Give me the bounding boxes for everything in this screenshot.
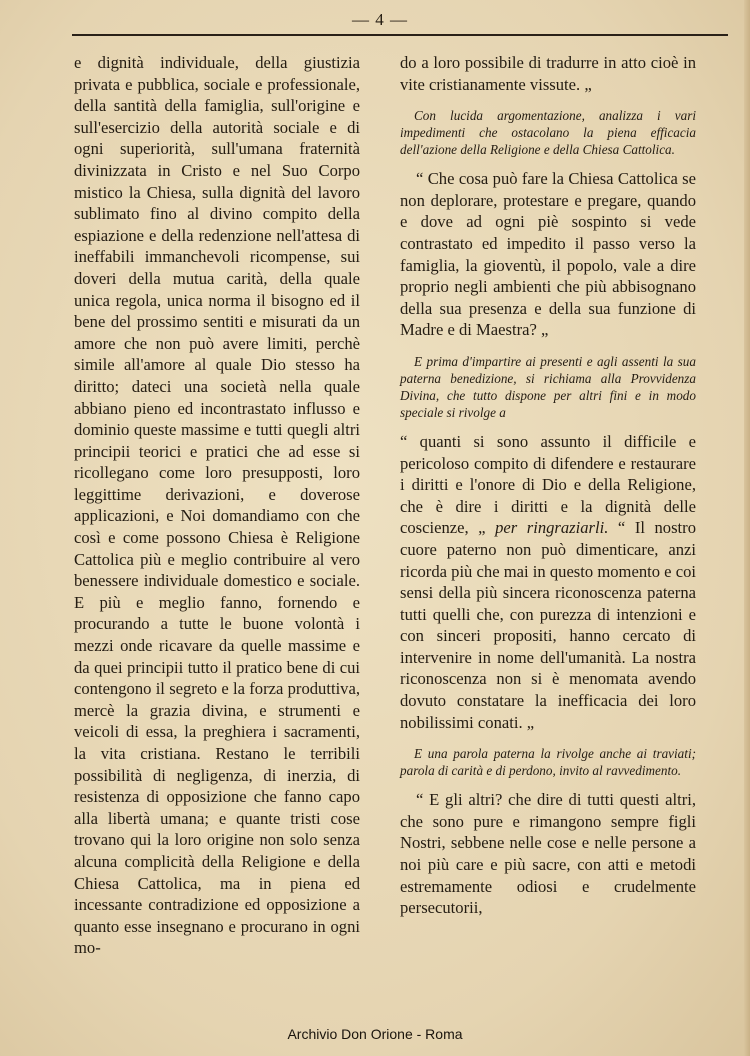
- italic-caption-2: E prima d'impartire ai presenti e agli assenti la sua paterna benedizione, si richiama alla Provvidenza Divina, che tutto dispone per altri fini e in modo speciale si rivolge a: [400, 353, 696, 420]
- header-rule: [72, 34, 728, 36]
- paragraph-3-part-a: “ quanti si sono assunto il difficile e pericoloso compito di difendere e restaurare i diritti e l'onore di Dio e della Religione, che è dire i diritti e la dignità delle coscienze, „: [400, 431, 696, 538]
- right-paragraph-4: “ E gli altri? che dire di tutti questi altri, che sono pure e rimangono sempre figli Nostri, sebbene nelle cose e nelle persone a noi più care e più sacre, con atti e metodi estremamente odiosi e crudelmente persecutorii,: [400, 790, 696, 918]
- left-column-text: e dignità individuale, della giustizia privata e pubblica, sociale e professionale, della santità della famiglia, sull'origine e sull'esercizio della autorità sociale e di ogni superiorità, sull'umana fraternità divinizzata in Cristo e nel Suo Corpo mistico la Chiesa, sulla dignità del lavoro sublimato fino al divino compito della espiazione e della redenzione nell'attesa di ineffabili immanchevoli ricompense, sui doveri della mutua carità, della quale unica regola, unica norma il bisogno ed il bene del prossimo sentiti e misurati da un amore che non può avere limiti, perchè simile all'amore al quale Dio stesso ha diritto; dateci una società nella quale abbiano pieno ed incontrastato influsso e dominio queste massime e tutti quegli altri principii teorici e pratici che ad esse si ricollegano come loro presupposti, loro leggittime derivazioni, e doverose applicazioni, e Noi domandiamo con che così e come possono Chiesa è Religione Cattolica più e meglio contribuire al vero benessere individuale domestico e sociale. E più e meglio fanno, fornendo e procurando a tutte le buone volontà i mezzi onde ricavare da quelle massime e da quei principii tutto il pratico bene di cui contengono il segreto e la forza produttiva, mercè la grazia divina, e strumenti e veicoli di essa, la preghiera i sacramenti, la vita cristiana. Restano le terribili possibilità di negligenza, di inerzia, di resistenza di opposizione che fanno capo alla libertà umana; e quante tristi cose trovano qui la loro origine non solo senza alcuna complicità della Religione e della Chiesa Cattolica, ma in piena ed incessante contradizione ed opposizione a quanto esse insegnano e procurano in ogni mo-: [74, 53, 360, 958]
- paragraph-3-part-b: “ Il nostro cuore paterno non può dimenticare, anzi ricorda più che mai in questo momento e coi sensi della più sincera riconoscenza paterna tutti quelli che, con purezza di intenzioni e con sinceri propositi, hanno cercato di intervenire in nome dell'umanità. La nostra riconoscenza non si è menomata avendo dovuto constatare la inefficacia dei loro nobilissimi conati. „: [400, 518, 696, 732]
- left-column: [74, 52, 360, 959]
- page-number: — 4 —: [352, 10, 408, 29]
- italic-caption-1: Con lucida argomentazione, analizza i vari impedimenti che ostacolano la piena efficacia dell'azione della Religione e della Chiesa Cattolica.: [400, 108, 696, 158]
- archive-footer: Archivio Don Orione - Roma: [287, 1026, 463, 1042]
- right-paragraph-1: do a loro possibile di tradurre in atto cioè in vite cristianamente vissute. „: [400, 53, 696, 94]
- right-column: [400, 52, 696, 919]
- right-paragraph-3: [400, 431, 696, 733]
- italic-caption-3: E una parola paterna la rivolge anche ai traviati; parola di carità e di perdono, invito al ravvedimento.: [400, 746, 696, 779]
- right-paragraph-2: “ Che cosa può fare la Chiesa Cattolica se non deplorare, protestare e pregare, quando e dove ad ogni piè sospinto si vede contrastato ed impedito il passo verso la famiglia, la gioventù, il popolo, vale a dire proprio negli ambienti che più abbisognano della sua presenza e della sua funzione di Madre e di Maestra? „: [400, 169, 696, 340]
- page-edge-shadow: [744, 0, 750, 1056]
- paragraph-3-italic: per ringraziarli.: [495, 518, 609, 538]
